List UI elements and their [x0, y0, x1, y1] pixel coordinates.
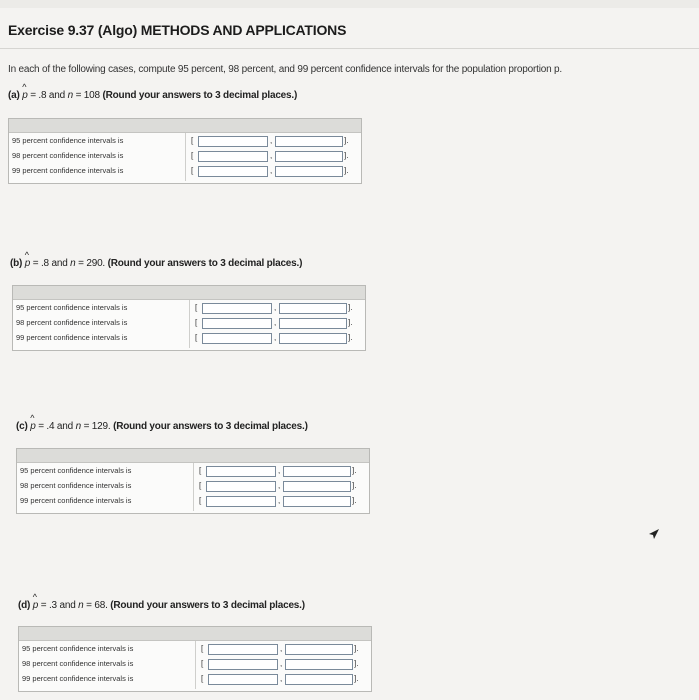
table-row [19, 673, 371, 687]
ci98-lower-input[interactable] [198, 151, 268, 162]
ci98-lower-input[interactable] [202, 318, 272, 329]
p-hat-symbol: ^ p [33, 598, 38, 611]
comma: , [278, 496, 281, 505]
row-label: 95 percent confidence intervals is [22, 644, 134, 653]
comma: , [270, 151, 273, 160]
ci99-lower-input[interactable] [206, 496, 276, 507]
open-bracket: [ [195, 333, 198, 342]
row-label: 98 percent confidence intervals is [20, 481, 132, 490]
table-row [9, 150, 361, 164]
open-bracket: [ [199, 466, 202, 475]
ci99-lower-input[interactable] [208, 674, 278, 685]
part-b-table [12, 285, 366, 351]
row-label: 99 percent confidence intervals is [22, 674, 134, 683]
part-d-table [18, 626, 372, 692]
ci95-lower-input[interactable] [202, 303, 272, 314]
table-row [9, 165, 361, 179]
table-row [19, 658, 371, 672]
ci98-upper-input[interactable] [285, 659, 353, 670]
open-bracket: [ [195, 318, 198, 327]
open-bracket: [ [201, 674, 204, 683]
pointer-arrow-icon-svg [648, 528, 660, 540]
row-label: 99 percent confidence intervals is [12, 166, 124, 175]
ci98-upper-input[interactable] [283, 481, 351, 492]
ci95-upper-input[interactable] [279, 303, 347, 314]
comma: , [270, 136, 273, 145]
ci99-lower-input[interactable] [202, 333, 272, 344]
ci98-lower-input[interactable] [208, 659, 278, 670]
close-bracket: ]. [348, 333, 353, 342]
comma: , [270, 166, 273, 175]
ci95-lower-input[interactable] [208, 644, 278, 655]
close-bracket: ]. [352, 481, 357, 490]
open-bracket: [ [191, 166, 194, 175]
open-bracket: [ [199, 481, 202, 490]
ci98-upper-input[interactable] [275, 151, 343, 162]
top-bar [0, 0, 699, 8]
close-bracket: ]. [348, 318, 353, 327]
open-bracket: [ [201, 644, 204, 653]
ci95-upper-input[interactable] [275, 136, 343, 147]
row-label: 98 percent confidence intervals is [16, 318, 128, 327]
comma: , [274, 318, 277, 327]
ci98-lower-input[interactable] [206, 481, 276, 492]
row-label: 98 percent confidence intervals is [12, 151, 124, 160]
row-label: 95 percent confidence intervals is [20, 466, 132, 475]
open-bracket: [ [195, 303, 198, 312]
row-label: 99 percent confidence intervals is [20, 496, 132, 505]
part-a-table [8, 118, 362, 184]
comma: , [274, 333, 277, 342]
ci99-upper-input[interactable] [275, 166, 343, 177]
part-b-prompt: (b) ^ p = .8 and n = 290. (Round your answers to 3 decimal places.) [10, 256, 302, 269]
table-header [9, 119, 361, 133]
part-c-table [16, 448, 370, 514]
ci99-upper-input[interactable] [285, 674, 353, 685]
ci95-lower-input[interactable] [206, 466, 276, 477]
table-row [9, 135, 361, 149]
open-bracket: [ [201, 659, 204, 668]
table-row [17, 480, 369, 494]
ci99-upper-input[interactable] [279, 333, 347, 344]
part-c-prompt: (c) ^ p = .4 and n = 129. (Round your answers to 3 decimal places.) [16, 419, 308, 432]
table-row [17, 495, 369, 509]
close-bracket: ]. [348, 303, 353, 312]
part-d-prompt: (d) ^ p = .3 and n = 68. (Round your answers to 3 decimal places.) [18, 598, 305, 611]
table-header [13, 286, 365, 300]
pointer-arrow-icon [648, 528, 660, 543]
close-bracket: ]. [354, 674, 359, 683]
open-bracket: [ [199, 496, 202, 505]
open-bracket: [ [191, 136, 194, 145]
comma: , [280, 674, 283, 683]
comma: , [280, 644, 283, 653]
table-row [13, 332, 365, 346]
table-row [13, 302, 365, 316]
p-hat-symbol: ^ p [25, 256, 30, 269]
close-bracket: ]. [352, 466, 357, 475]
intro-text: In each of the following cases, compute 95 percent, 98 percent, and 99 percent confidence intervals for the population proportion p. [8, 64, 562, 75]
ci99-upper-input[interactable] [283, 496, 351, 507]
comma: , [280, 659, 283, 668]
table-row [19, 643, 371, 657]
close-bracket: ]. [352, 496, 357, 505]
ci98-upper-input[interactable] [279, 318, 347, 329]
comma: , [278, 466, 281, 475]
row-label: 99 percent confidence intervals is [16, 333, 128, 342]
table-row [17, 465, 369, 479]
close-bracket: ]. [354, 659, 359, 668]
close-bracket: ]. [354, 644, 359, 653]
p-hat-symbol: ^ p [22, 88, 27, 101]
p-hat-symbol: ^ p [30, 419, 35, 432]
divider [0, 48, 699, 49]
row-label: 95 percent confidence intervals is [12, 136, 124, 145]
open-bracket: [ [191, 151, 194, 160]
table-row [13, 317, 365, 331]
row-label: 98 percent confidence intervals is [22, 659, 134, 668]
exercise-title: Exercise 9.37 (Algo) METHODS AND APPLICATIONS [8, 22, 347, 38]
close-bracket: ]. [344, 151, 349, 160]
comma: , [278, 481, 281, 490]
part-a-prompt: (a) ^ p = .8 and n = 108 (Round your answers to 3 decimal places.) [8, 88, 297, 101]
comma: , [274, 303, 277, 312]
ci95-upper-input[interactable] [283, 466, 351, 477]
table-header [17, 449, 369, 463]
row-label: 95 percent confidence intervals is [16, 303, 128, 312]
ci95-lower-input[interactable] [198, 136, 268, 147]
table-header [19, 627, 371, 641]
ci95-upper-input[interactable] [285, 644, 353, 655]
ci99-lower-input[interactable] [198, 166, 268, 177]
close-bracket: ]. [344, 166, 349, 175]
close-bracket: ]. [344, 136, 349, 145]
